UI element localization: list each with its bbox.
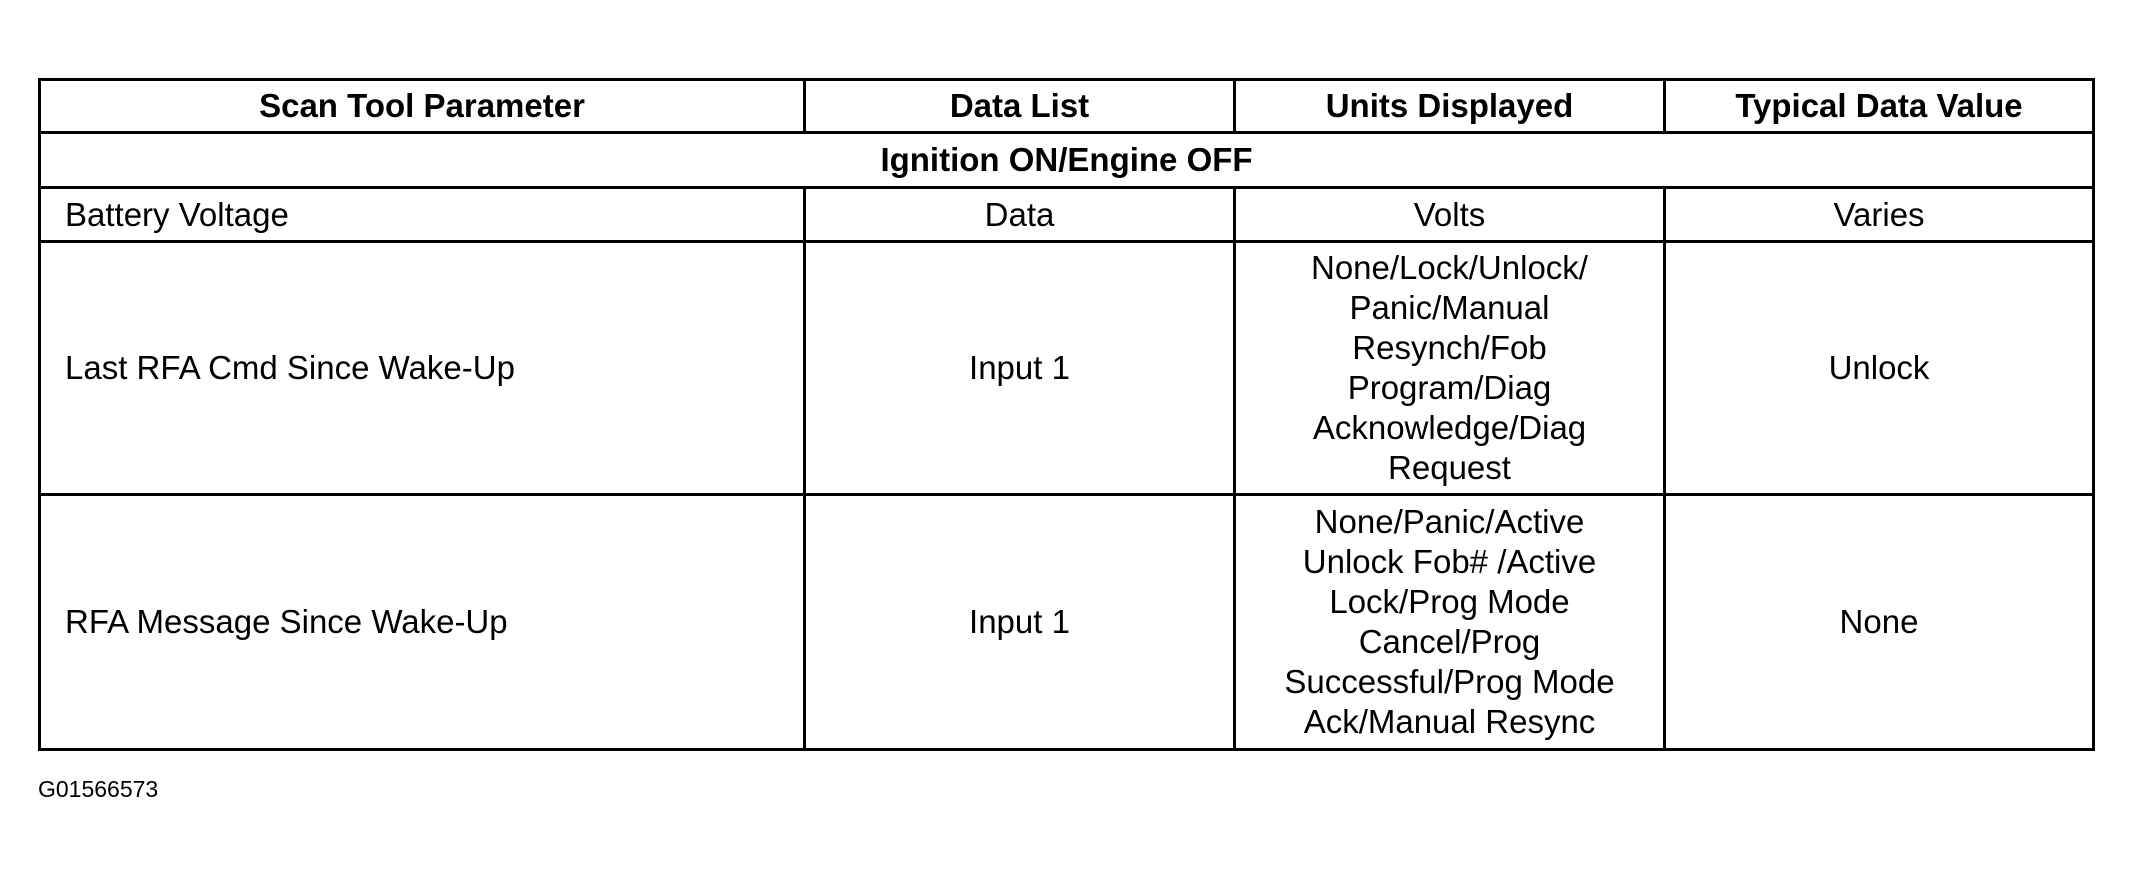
section-title: Ignition ON/Engine OFF: [40, 133, 2094, 188]
table-row: [40, 188, 2094, 242]
header-typical-data-value: Typical Data Value: [1665, 80, 2094, 133]
table-row: [40, 495, 2094, 750]
header-units-displayed: Units Displayed: [1235, 80, 1665, 133]
scan-tool-data-table: [38, 78, 2095, 751]
cell-data-list: Input 1: [805, 242, 1235, 495]
header-scan-tool-parameter: Scan Tool Parameter: [40, 80, 805, 133]
units-text: None/Lock/Unlock/ Panic/Manual Resynch/Fob Program/Diag Acknowledge/Diag Request: [1311, 249, 1588, 486]
header-data-list: Data List: [805, 80, 1235, 133]
table-row: [40, 242, 2094, 495]
figure-id: G01566573: [38, 776, 159, 802]
cell-parameter: Last RFA Cmd Since Wake-Up: [40, 242, 805, 495]
cell-units: [1235, 495, 1665, 750]
header-row: [40, 80, 2094, 133]
units-text: None/Panic/Active Unlock Fob# /Active Lock/Prog Mode Cancel/Prog Successful/Prog Mode Ack/Manual Resync: [1284, 503, 1615, 740]
cell-typical: Varies: [1665, 188, 2094, 242]
cell-typical: Unlock: [1665, 242, 2094, 495]
cell-parameter: RFA Message Since Wake-Up: [40, 495, 805, 750]
cell-data-list: Input 1: [805, 495, 1235, 750]
cell-typical: None: [1665, 495, 2094, 750]
cell-parameter: Battery Voltage: [40, 188, 805, 242]
cell-data-list: Data: [805, 188, 1235, 242]
cell-units: Volts: [1235, 188, 1665, 242]
cell-units: [1235, 242, 1665, 495]
section-row: [40, 133, 2094, 188]
